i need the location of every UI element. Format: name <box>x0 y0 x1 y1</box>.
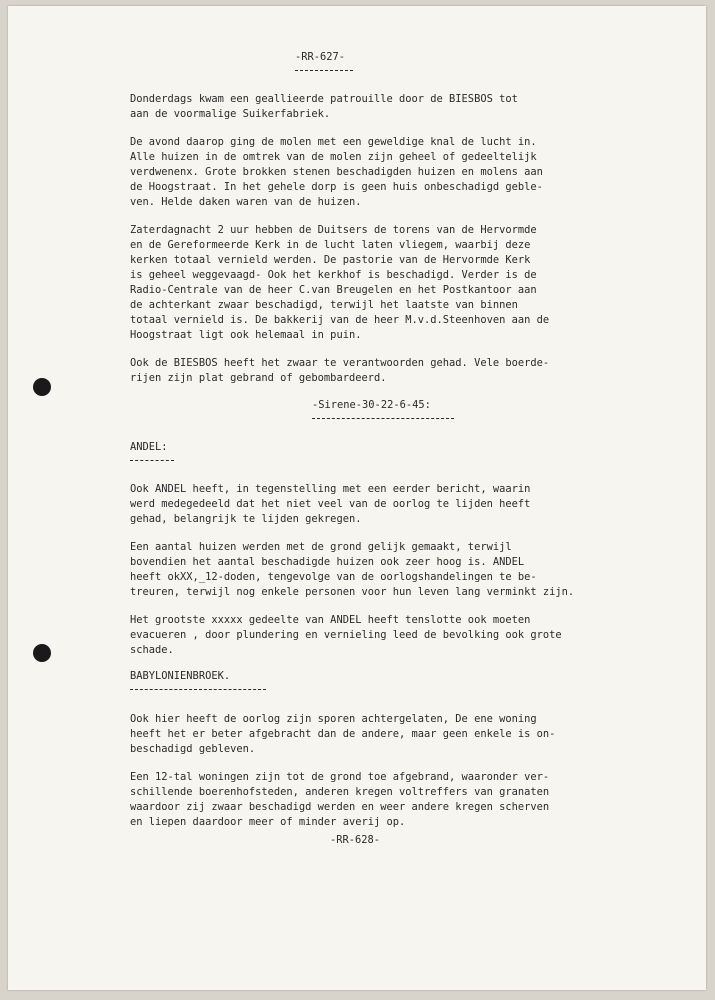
paragraph-line: Een 12-tal woningen zijn tot de grond toe afgebrand, waaronder ver- <box>130 771 550 783</box>
paragraph-line: beschadigd gebleven. <box>130 743 256 755</box>
paragraph-line: schillende boerenhofsteden, anderen kregen voltreffers van granaten <box>130 786 550 798</box>
paragraph-line: Radio-Centrale van de heer C.van Breugelen en het Postkantoor aan <box>130 284 537 296</box>
paragraph-line: waardoor zij zwaar beschadigd werden en weer andere kregen scherven <box>130 801 550 813</box>
paragraph-line: Het grootste xxxxx gedeelte van ANDEL heeft tenslotte ook moeten <box>130 614 531 626</box>
paragraph-line: treuren, terwijl nog enkele personen voor hun leven lang verminkt zijn. <box>130 586 575 598</box>
page-footer: -RR-628- <box>330 834 381 846</box>
paragraph-line: werd medegedeeld dat het niet veel van de oorlog te lijden heeft <box>130 498 531 510</box>
paragraph-line: Ook hier heeft de oorlog zijn sporen achtergelaten, De ene woning <box>130 713 537 725</box>
section-heading-andel: ANDEL: <box>130 441 168 453</box>
dispatch-signature-underline <box>312 418 454 419</box>
paragraph-line: is geheel weggevaagd- Ook het kerkhof is beschadigd. Verder is de <box>130 269 537 281</box>
paragraph-line: evacueren , door plundering en vernieling leed de bevolking ook grote <box>130 629 562 641</box>
section-heading-babylonienbroek-underline <box>130 689 266 690</box>
paragraph-line: de Hoogstraat. In het gehele dorp is geen huis onbeschadigd geble- <box>130 181 543 193</box>
page-header-underline <box>295 70 353 71</box>
paragraph-line: Een aantal huizen werden met de grond gelijk gemaakt, terwijl <box>130 541 512 553</box>
paragraph-line: en liepen daardoor meer of minder averij op. <box>130 816 406 828</box>
paragraph-line: schade. <box>130 644 174 656</box>
section-heading-babylonienbroek: BABYLONIENBROEK. <box>130 670 231 682</box>
section-heading-andel-underline <box>130 460 174 461</box>
paragraph-line: verdwenenx. Grote brokken stenen beschadigden huizen en molens aan <box>130 166 543 178</box>
paragraph-line: kerken totaal vernield werden. De pastorie van de Hervormde Kerk <box>130 254 531 266</box>
paragraph-line: en de Gereformeerde Kerk in de lucht laten vliegem, waarbij deze <box>130 239 531 251</box>
punch-hole-bottom <box>33 644 51 662</box>
paragraph-line: Alle huizen in de omtrek van de molen zijn geheel of gedeeltelijk <box>130 151 537 163</box>
paragraph-line: Zaterdagnacht 2 uur hebben de Duitsers de torens van de Hervormde <box>130 224 537 236</box>
document-page <box>8 6 706 990</box>
paragraph-line: Donderdags kwam een geallieerde patrouille door de BIESBOS tot <box>130 93 518 105</box>
dispatch-signature: -Sirene-30-22-6-45: <box>312 399 431 411</box>
page-header: -RR-627- <box>295 51 346 63</box>
paragraph-line: Hoogstraat ligt ook helemaal in puin. <box>130 329 362 341</box>
paragraph-line: bovendien het aantal beschadigde huizen ook zeer hoog is. ANDEL <box>130 556 525 568</box>
paragraph-line: Ook ANDEL heeft, in tegenstelling met een eerder bericht, waarin <box>130 483 531 495</box>
paragraph-line: aan de voormalige Suikerfabriek. <box>130 108 331 120</box>
paragraph-line: ven. Helde daken waren van de huizen. <box>130 196 362 208</box>
paragraph-line: de achterkant zwaar beschadigd, terwijl het laatste van binnen <box>130 299 518 311</box>
paragraph-line: gehad, belangrijk te lijden gekregen. <box>130 513 362 525</box>
paragraph-line: Ook de BIESBOS heeft het zwaar te verantwoorden gehad. Vele boerde- <box>130 357 550 369</box>
paragraph-line: totaal vernield is. De bakkerij van de heer M.v.d.Steenhoven aan de <box>130 314 550 326</box>
paragraph-line: heeft het er beter afgebracht dan de andere, maar geen enkele is on- <box>130 728 556 740</box>
punch-hole-top <box>33 378 51 396</box>
paragraph-line: heeft okXX,_12-doden, tengevolge van de oorlogshandelingen te be- <box>130 571 537 583</box>
paragraph-line: De avond daarop ging de molen met een geweldige knal de lucht in. <box>130 136 537 148</box>
paragraph-line: rijen zijn plat gebrand of gebombardeerd. <box>130 372 387 384</box>
